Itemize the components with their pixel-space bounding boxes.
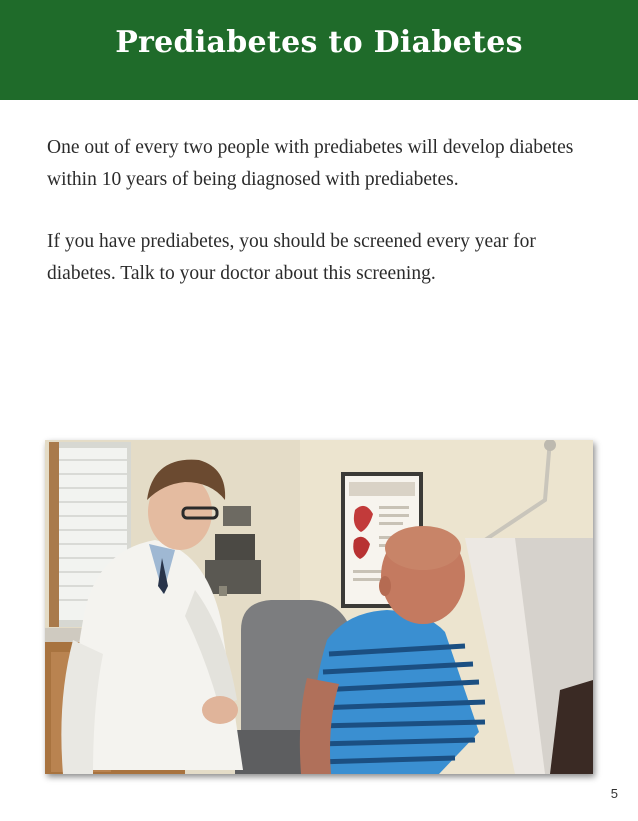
paragraph-2: If you have prediabetes, you should be screened every year for diabetes. Talk to your doctor about this screening. <box>47 231 536 284</box>
body-text <box>47 132 607 320</box>
paragraph-1: One out of every two people with prediabetes will develop diabetes within 10 years of being diagnosed with prediabetes. <box>47 137 574 190</box>
page-header <box>0 0 638 100</box>
page-title: Prediabetes to Diabetes <box>115 24 523 60</box>
doctor-patient-photo <box>45 440 593 774</box>
page-number: 5 <box>610 786 618 801</box>
